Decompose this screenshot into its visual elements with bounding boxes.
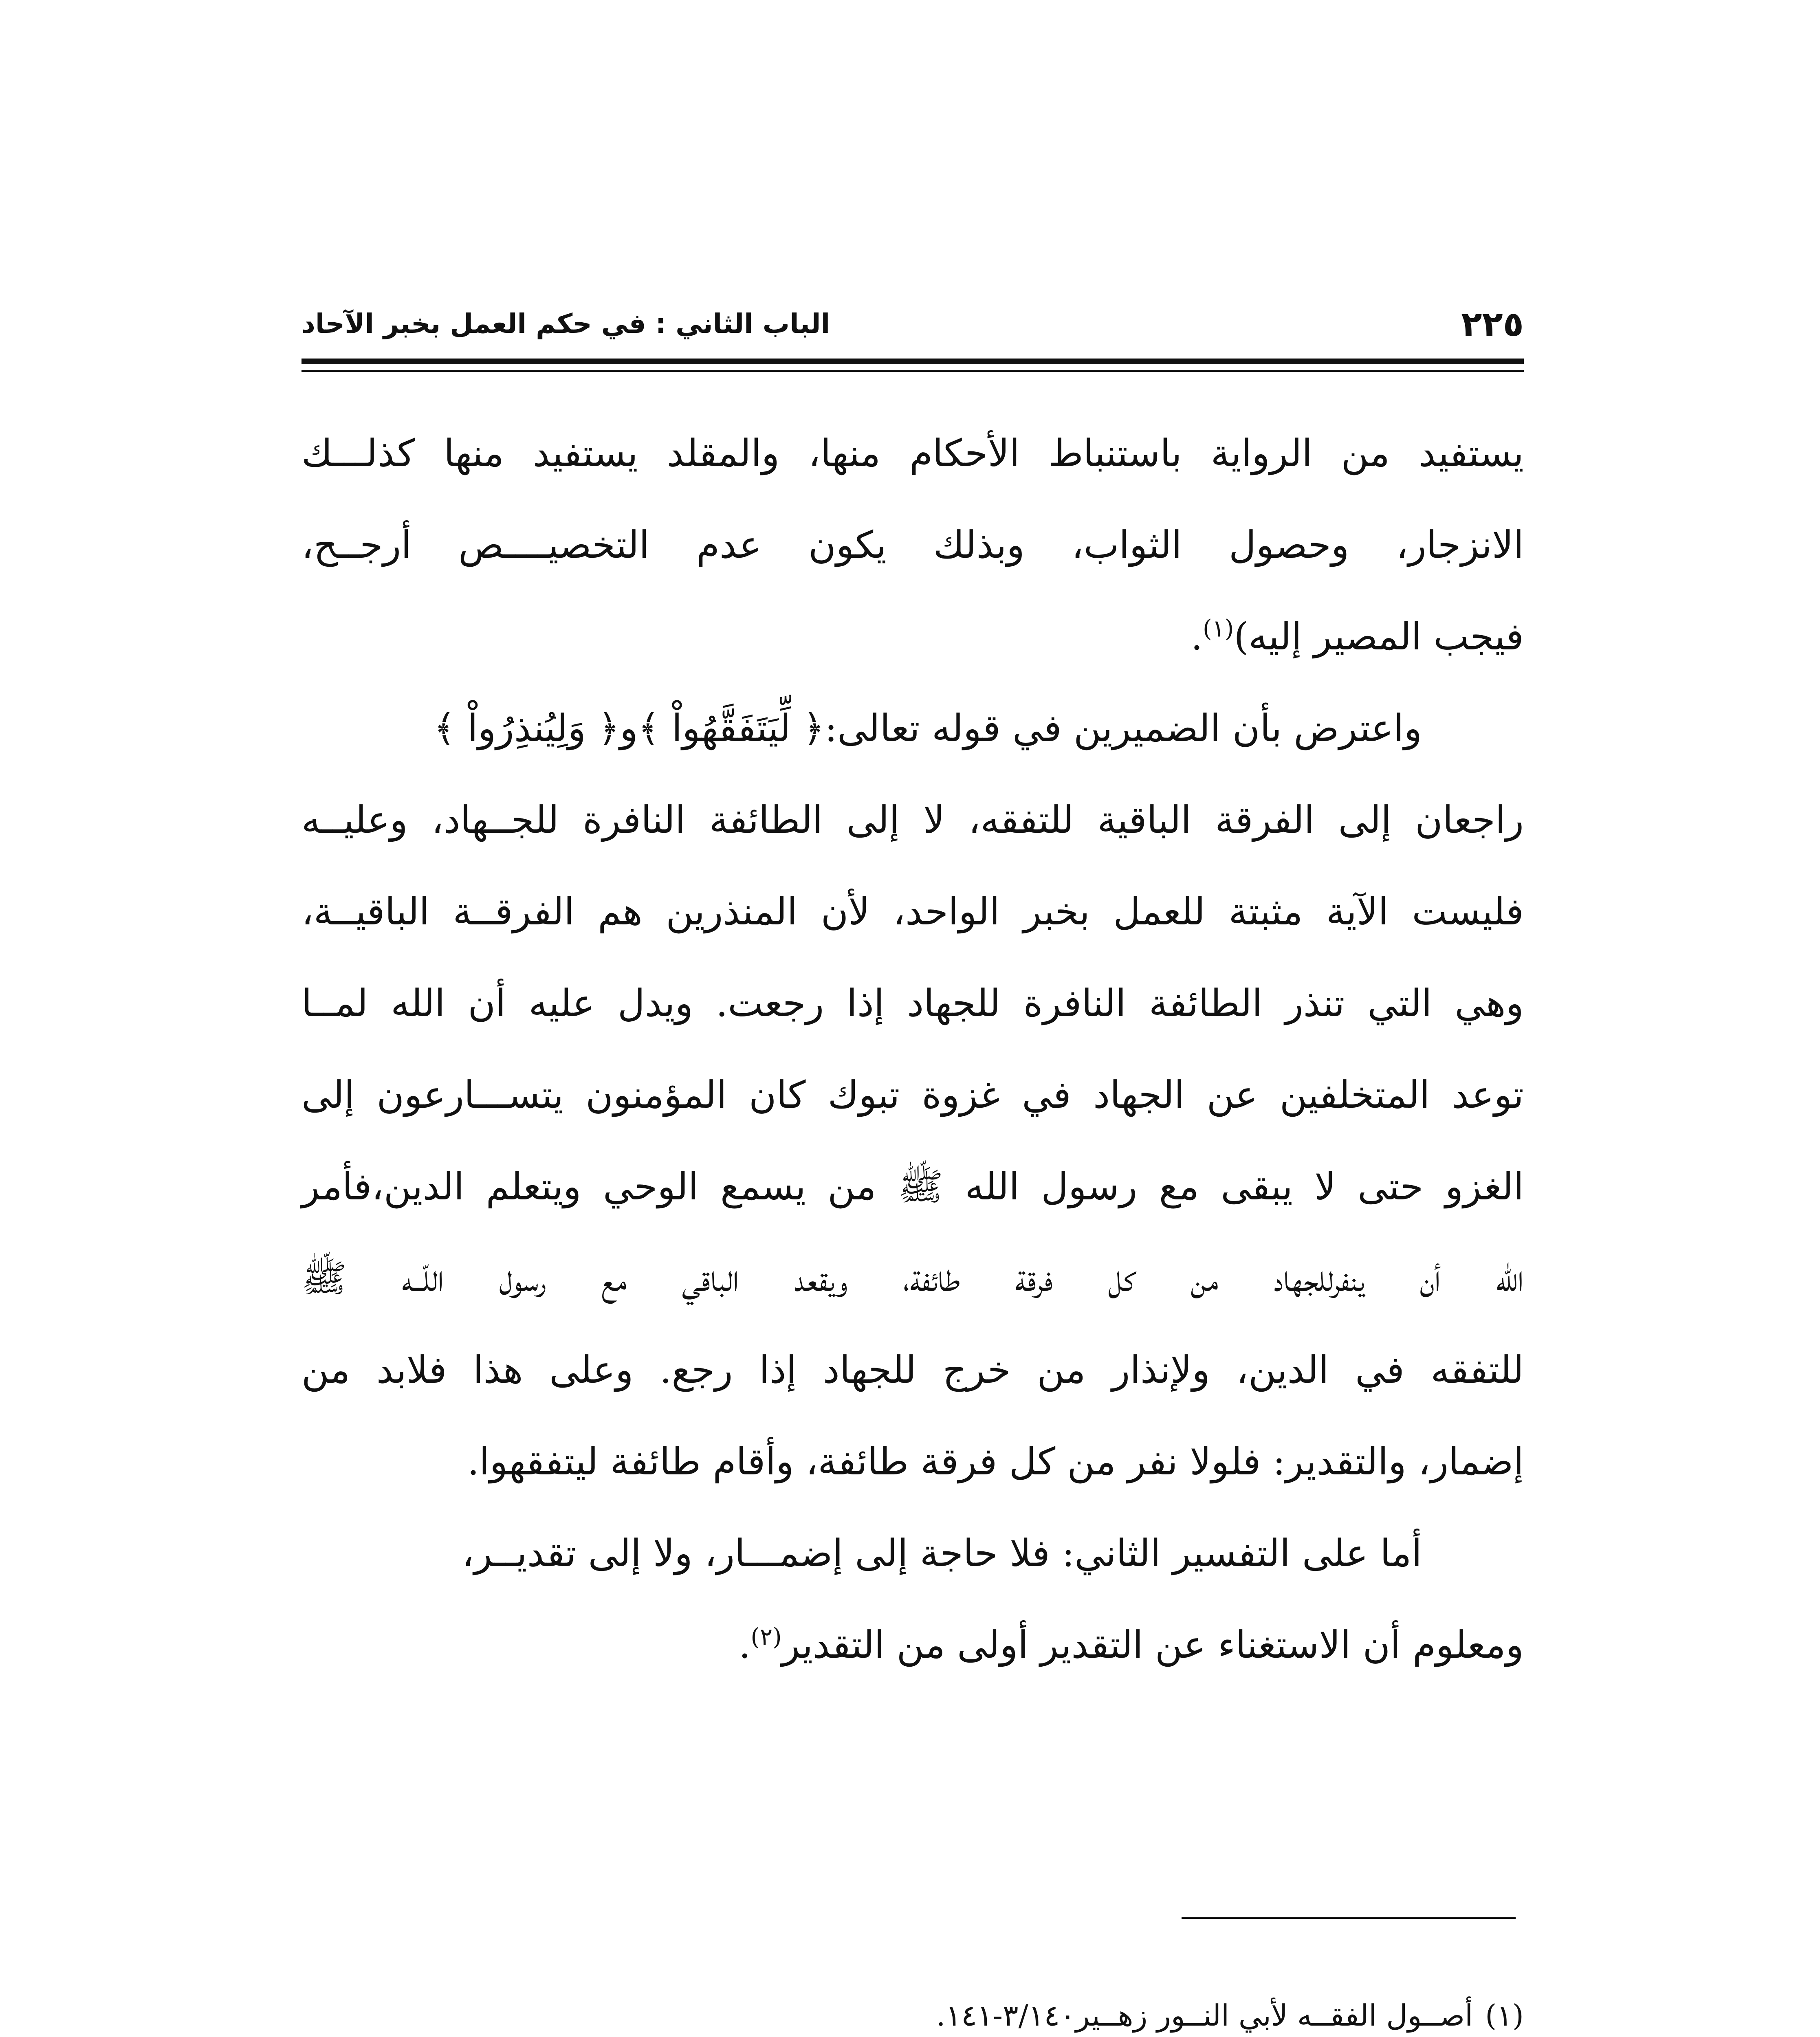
- header-rule: [301, 359, 1524, 364]
- footnote-separator: [1182, 1917, 1516, 1919]
- footnotes: [301, 1980, 1524, 2037]
- text-line: الانزجار، وحصول الثواب، وبذلك يكون عدم التخصيــــص أرجــح،: [301, 523, 1524, 567]
- footnote-marker: (١): [1485, 1998, 1524, 2033]
- text-line: الغزو حتى لا يبقى مع رسول الله ﷺ من يسمع الوحي ويتعلم الدين،فأمر: [301, 1165, 1524, 1208]
- period: .: [739, 1623, 751, 1667]
- footnote-1: [301, 1980, 1524, 2037]
- text-line: فليست الآية مثبتة للعمل بخبر الواحد، لأن المنذرين هم الفرقــة الباقيــة،: [301, 890, 1524, 933]
- text-line: للتفقه في الدين، ولإنذار من خرج للجهاد إذا رجع. وعلى هذا فلابد من: [301, 1348, 1524, 1392]
- header-rule-secondary: [301, 370, 1524, 372]
- text-line: [301, 1599, 1524, 1691]
- footnote-ref-2[interactable]: (٢): [750, 1623, 782, 1651]
- text-line: الله أن ينفرللجهاد من كل فرقة طائفة، ويقعد الباقي مع رسول اللّــه ﷺ: [301, 1256, 1524, 1300]
- footnote-text: أصــول الفقــه لأبي النــور زهــير٣/١٤٠-١٤١.: [936, 1998, 1473, 2033]
- text-line: توعد المتخلفين عن الجهاد في غزوة تبوك كان المؤمنون يتســـارعون إلى: [301, 1073, 1524, 1117]
- text-line: واعترض بأن الضميرين في قوله تعالى:﴿ لِّيَتَفَقَّهُواْ ﴾و﴿ وَلِيُنذِرُواْ ﴾: [434, 706, 1422, 750]
- text-line: وهي التي تنذر الطائفة النافرة للجهاد إذا رجعت. ويدل عليه أن الله لمــا: [301, 981, 1524, 1025]
- text-line: أما على التفسير الثاني: فلا حاجة إلى إضمـــار، ولا إلى تقديــر،: [462, 1531, 1422, 1575]
- chapter-title: الباب الثاني : في حكم العمل بخبر الآحاد: [301, 308, 830, 339]
- page-number: ٢٢٥: [1461, 304, 1524, 344]
- footnote-ref-1[interactable]: (١): [1202, 614, 1234, 642]
- text-line-content: فيجب المصير إليه): [1234, 615, 1524, 658]
- text-line: [301, 591, 1524, 682]
- text-line-content: ومعلوم أن الاستغناء عن التقدير أولى من التقدير: [781, 1623, 1524, 1667]
- text-line: راجعان إلى الفرقة الباقية للتفقه، لا إلى الطائفة النافرة للجــهاد، وعليــه: [301, 798, 1524, 842]
- body-text: [301, 407, 1524, 1691]
- running-header: [301, 301, 1524, 346]
- period: .: [1191, 615, 1203, 658]
- text-line: إضمار، والتقدير: فلولا نفر من كل فرقة طائفة، وأقام طائفة ليتفقهوا.: [467, 1440, 1524, 1483]
- text-line: يستفيد من الرواية باستنباط الأحكام منها، والمقلد يستفيد منها كذلـــك: [301, 431, 1524, 475]
